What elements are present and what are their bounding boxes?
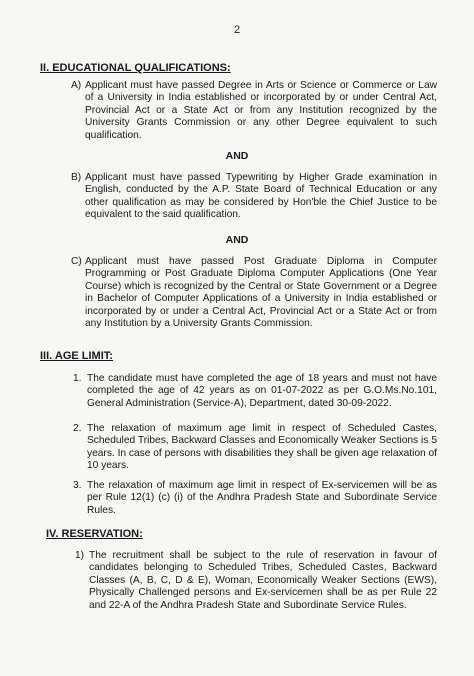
educational-qualifications-heading: II. EDUCATIONAL QUALIFICATIONS:	[40, 62, 231, 74]
age-limit-heading: III. AGE LIMIT:	[40, 350, 113, 362]
qualification-b	[71, 172, 437, 222]
age-limit-point-2	[73, 423, 437, 473]
qualification-a	[71, 80, 437, 142]
reservation-point-1-text: The recruitment shall be subject to the rule of reservation in favour of candidates belonging to Scheduled Tribes, Scheduled Castes, Backward Classes (A, B, C, D & E), Woman, Economically Weaker Sections (EWS), Physically Challenged persons and Ex-servicemen shall be as per Rule 22 and 22-A of the Andhra Pradesh State and Subordinate Service Rules.	[89, 550, 437, 611]
reservation-point-1	[75, 550, 437, 612]
age-limit-point-2-text: The relaxation of maximum age limit in respect of Scheduled Castes, Scheduled Tribes, Backward Classes and Economically Weaker Sections is 5 years. In case of persons with disabilities they shall be given age relaxation of 10 years.	[87, 423, 437, 472]
age-limit-point-3	[73, 480, 437, 517]
age-limit-point-1	[73, 373, 437, 410]
qualification-a-marker: A)	[71, 80, 82, 91]
qualification-c-marker: C)	[71, 256, 82, 267]
qualification-a-text: Applicant must have passed Degree in Arts or Science or Commerce or Law of a University in India established or incorporated by or under Central Act, Provincial Act or a State Act or from any Institution recognized by the University Grants Commission or any other Degree equivalent to such qualification.	[85, 80, 437, 141]
qualification-c	[71, 256, 437, 330]
and-separator-2: AND	[225, 234, 249, 246]
reservation-heading: IV. RESERVATION:	[46, 528, 143, 540]
age-limit-point-1-text: The candidate must have completed the age of 18 years and must not have completed the age of 42 years as on 01-07-2022 as per G.O.Ms.No.101, General Administration (Service-A), Department, dated 30-09-2022.	[87, 373, 437, 409]
qualification-b-marker: B)	[71, 172, 82, 183]
age-limit-point-2-marker: 2.	[73, 423, 82, 434]
qualification-c-text: Applicant must have passed Post Graduate Diploma in Computer Programming or Post Graduate Diploma Computer Applications (One Year Course) which is recognized by the Central or State Government or a Degree in Bachelor of Computer Applications of a University in India established or incorporated by or under a Central Act, Provincial Act or a State Act or from any Institution by a University Grants Commission.	[85, 256, 437, 330]
age-limit-point-3-marker: 3.	[73, 480, 82, 491]
age-limit-point-3-text: The relaxation of maximum age limit in respect of Ex-servicemen will be as per Rule 12(1) (c) (i) of the Andhra Pradesh State and Subordinate Service Rules.	[87, 480, 437, 516]
qualification-b-text: Applicant must have passed Typewriting by Higher Grade examination in English, conducted by the A.P. State Board of Technical Education or any other qualification as may be considered by Hon'ble the Chief Justice to be equivalent to the said qualification.	[85, 172, 437, 221]
age-limit-point-1-marker: 1.	[73, 373, 82, 384]
reservation-point-1-marker: 1)	[75, 550, 85, 561]
and-separator-1: AND	[225, 150, 249, 162]
page-number: 2	[233, 24, 241, 36]
